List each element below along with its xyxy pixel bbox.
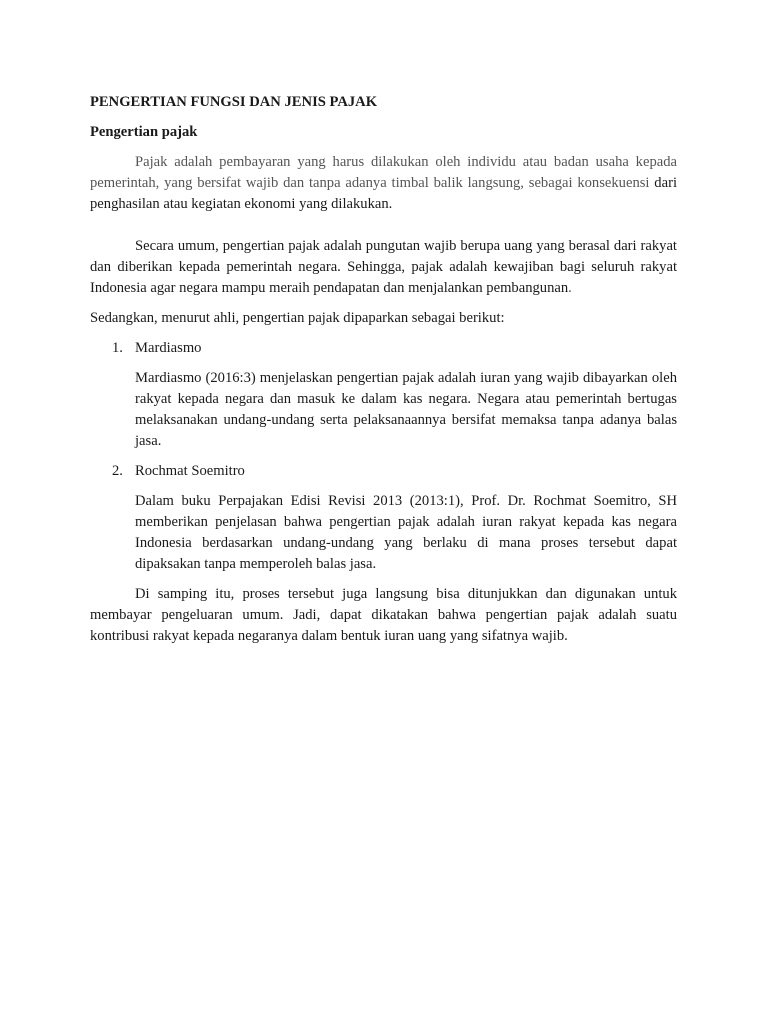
experts-list (90, 338, 677, 575)
list-item-text: Dalam buku Perpajakan Edisi Revisi 2013 (2013:1), Prof. Dr. Rochmat Soemitro, SH memberikan penjelasan bahwa pengertian pajak adalah iuran rakyat kepada kas negara Indonesia berdasarkan undang-undang yang berlaku di mana proses tersebut dapat dipaksakan tanpa memperoleh balas jasa. (135, 493, 677, 572)
list-item-number: 1. (112, 340, 123, 356)
paragraph-experts-intro: Sedangkan, menurut ahli, pengertian pajak dipaparkan sebagai berikut: (90, 310, 505, 326)
document-title: PENGERTIAN FUNGSI DAN JENIS PAJAK (90, 94, 378, 110)
list-item (90, 461, 677, 575)
paragraph-general-end: . (568, 280, 572, 296)
list-item-heading (90, 338, 677, 359)
list-item-name: Rochmat Soemitro (135, 463, 245, 479)
paragraph-definition (90, 152, 677, 215)
document-page (90, 92, 677, 656)
paragraph-definition-grey-text: Pajak adalah pembayaran yang harus dilakukan oleh individu atau badan usaha kepada pemerintah, yang bersifat wajib dan tanpa adanya timbal balik langsung, sebagai konsekuensi (90, 154, 677, 191)
list-item-heading (90, 461, 677, 482)
list-item-name: Mardiasmo (135, 340, 202, 356)
list-item-text: Mardiasmo (2016:3) menjelaskan pengertian pajak adalah iuran yang wajib dibayarkan oleh rakyat kepada negara dan masuk ke dalam kas negara. Negara atau pemerintah bertugas melaksanakan undang-undang serta pelaksanaannya bersifat memaksa tanpa adanya balas jasa. (135, 370, 677, 449)
list-item-number: 2. (112, 463, 123, 479)
paragraph-general-text: Secara umum, pengertian pajak adalah pungutan wajib berupa uang yang berasal dari rakyat dan diberikan kepada pemerintah negara. Sehingga, pajak adalah kewajiban bagi seluruh rakyat Indonesia agar negara mampu meraih pendapatan dan menjalankan pembangunan (90, 238, 677, 296)
paragraph-definition-rest: dari penghasilan atau kegiatan ekonomi yang dilakukan. (90, 175, 678, 212)
paragraph-closing: Di samping itu, proses tersebut juga langsung bisa ditunjukkan dan digunakan untuk membayar pengeluaran umum. Jadi, dapat dikatakan bahwa pengertian pajak adalah suatu kontribusi rakyat kepada negaranya dalam bentuk iuran uang yang sifatnya wajib. (90, 586, 677, 644)
section-heading: Pengertian pajak (90, 124, 198, 140)
list-item (90, 338, 677, 452)
paragraph-general (90, 236, 677, 299)
